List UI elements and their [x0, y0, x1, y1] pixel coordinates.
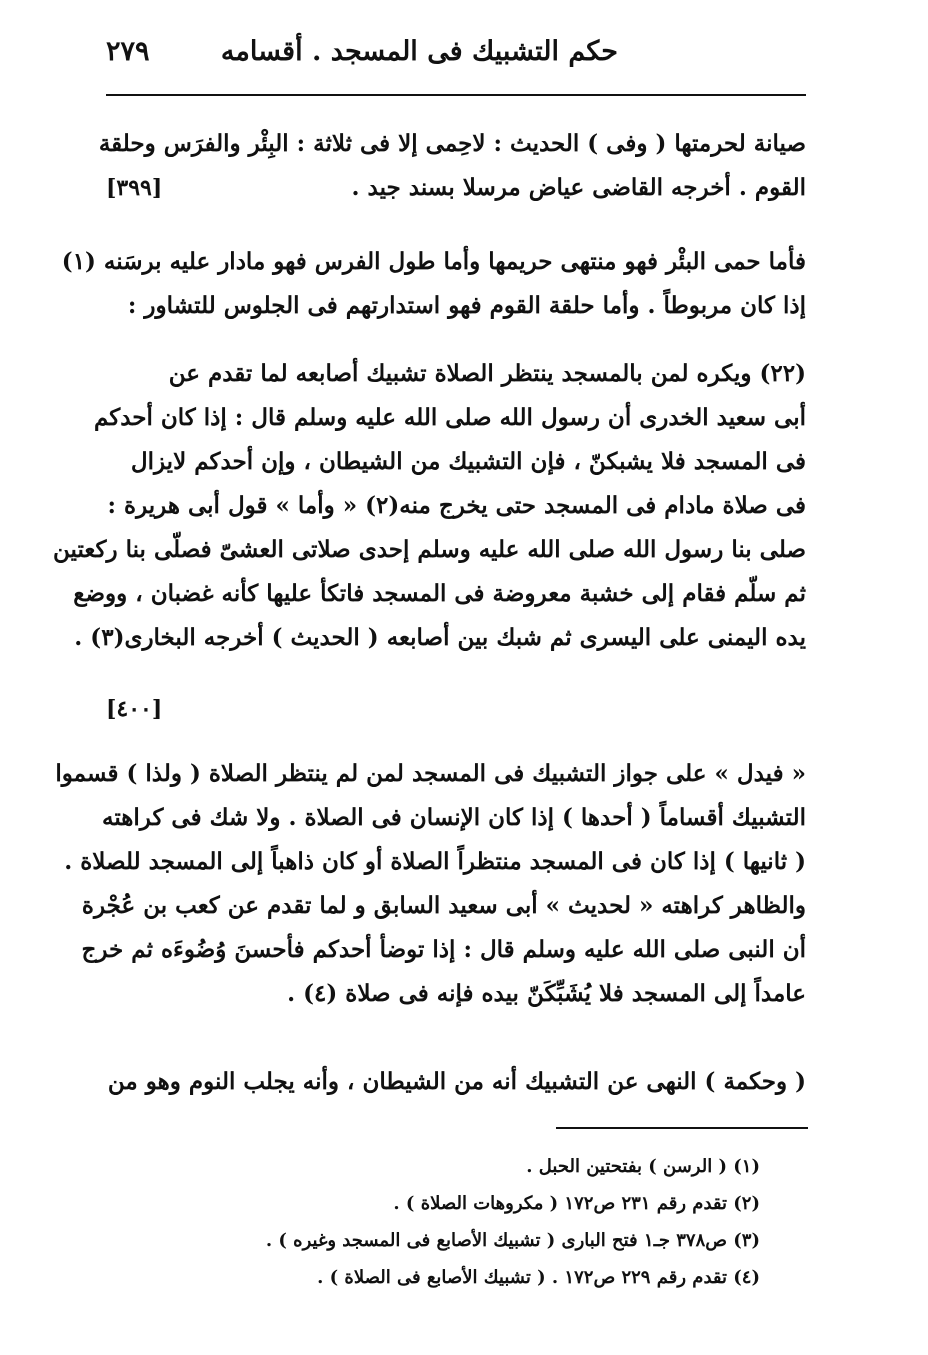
text-line: فى المسجد فلا يشبكنّ ، فإن التشبيك من الشيطان ، وإن أحدكم لايزال	[130, 448, 806, 475]
paragraph-wisdom	[106, 1060, 806, 1104]
paragraph-interlacing-types	[55, 752, 806, 1016]
paragraph-explanation	[61, 240, 806, 328]
footnote-rule	[556, 1127, 808, 1129]
text-line: « فيدل » على جواز التشبيك فى المسجد لمن لم ينتظر الصلاة ( ولذا ) قسموا	[55, 760, 806, 787]
text-line: أبى سعيد الخدرى أن رسول الله صلى الله عليه وسلم قال : إذا كان أحدكم	[93, 404, 806, 431]
header-rule	[106, 94, 806, 96]
page-number: ٢٧٩	[106, 36, 150, 67]
page-header	[100, 30, 828, 86]
hadith-ref-400: [٤٠٠]	[106, 696, 163, 722]
text-line: يده اليمنى على اليسرى ثم شبك بين أصابعه ( الحديث ) أخرجه البخارى(٣) .	[74, 624, 806, 651]
footnote-2: (٢) تقدم رقم ٢٣١ ص١٧٢ ( مكروهات الصلاة ) .	[393, 1193, 760, 1214]
text-line: (٢٢) ويكره لمن بالمسجد ينتظر الصلاة تشبيك أصابعه لما تقدم عن	[168, 360, 806, 387]
text-line: صيانة لحرمتها ( وفى ) الحديث : لاحِمى إلا فى ثلاثة : البِئْر والفرَس وحلقة	[98, 130, 806, 157]
text-line: فأما حمى البئْر فهو منتهى حريمها وأما طول الفرس فهو مادار عليه برسَنه (١)	[61, 248, 806, 275]
footnotes	[220, 1148, 760, 1296]
text-line: صلى بنا رسول الله صلى الله عليه وسلم إحدى صلاتى العشىّ فصلّى بنا ركعتين	[53, 536, 806, 563]
text-line: والظاهر كراهته « لحديث » أبى سعيد السابق و لما تقدم عن كعب بن عُجْرة	[81, 892, 806, 919]
footnote-1: (١) ( الرسن ) بفتحتين الحبل .	[526, 1156, 760, 1177]
paragraph-hadith-hima	[98, 122, 806, 210]
footnote-4: (٤) تقدم رقم ٢٢٩ ص١٧٢ . ( تشبيك الأصابع فى الصلاة ) .	[317, 1267, 760, 1288]
footnote-3: (٣) ص٣٧٨ جـ١ فتح البارى ( تشبيك الأصابع فى المسجد وغيره ) .	[265, 1230, 760, 1251]
text-line: ( ثانيها ) إذا كان فى المسجد منتظراً الصلاة أو كان ذاهباً إلى المسجد للصلاة .	[64, 848, 806, 875]
text-line: أن النبى صلى الله عليه وسلم قال : إذا توضأ أحدكم فأحسنَ وُضُوءَه ثم خرج	[81, 936, 806, 963]
text-line: فى صلاة مادام فى المسجد حتى يخرج منه(٢) « وأما » قول أبى هريرة :	[107, 492, 806, 519]
text-line: القوم . أخرجه القاضى عياض مرسلا بسند جيد .	[351, 174, 806, 201]
hadith-ref-399: [٣٩٩]	[106, 175, 163, 201]
text-line: ثم سلّم فقام إلى خشبة معروضة فى المسجد فاتكأ عليها كأنه غضبان ، ووضع	[73, 580, 806, 607]
running-title: حكم التشبيك فى المسجد . أقسامه	[220, 36, 618, 67]
text-line: إذا كان مربوطاً . وأما حلقة القوم فهو استدارتهم فى الجلوس للتشاور :	[127, 292, 806, 319]
text-line: التشبيك أقساماً ( أحدها ) إذا كان الإنسان فى الصلاة . ولا شك فى كراهته	[101, 804, 806, 831]
text-line: عامداً إلى المسجد فلا يُشَبِّكَنّ بيده فإنه فى صلاة (٤) .	[287, 980, 806, 1007]
paragraph-section-22	[53, 352, 806, 660]
text-line: ( وحكمة ) النهى عن التشبيك أنه من الشيطان ، وأنه يجلب النوم وهو من	[107, 1068, 806, 1095]
